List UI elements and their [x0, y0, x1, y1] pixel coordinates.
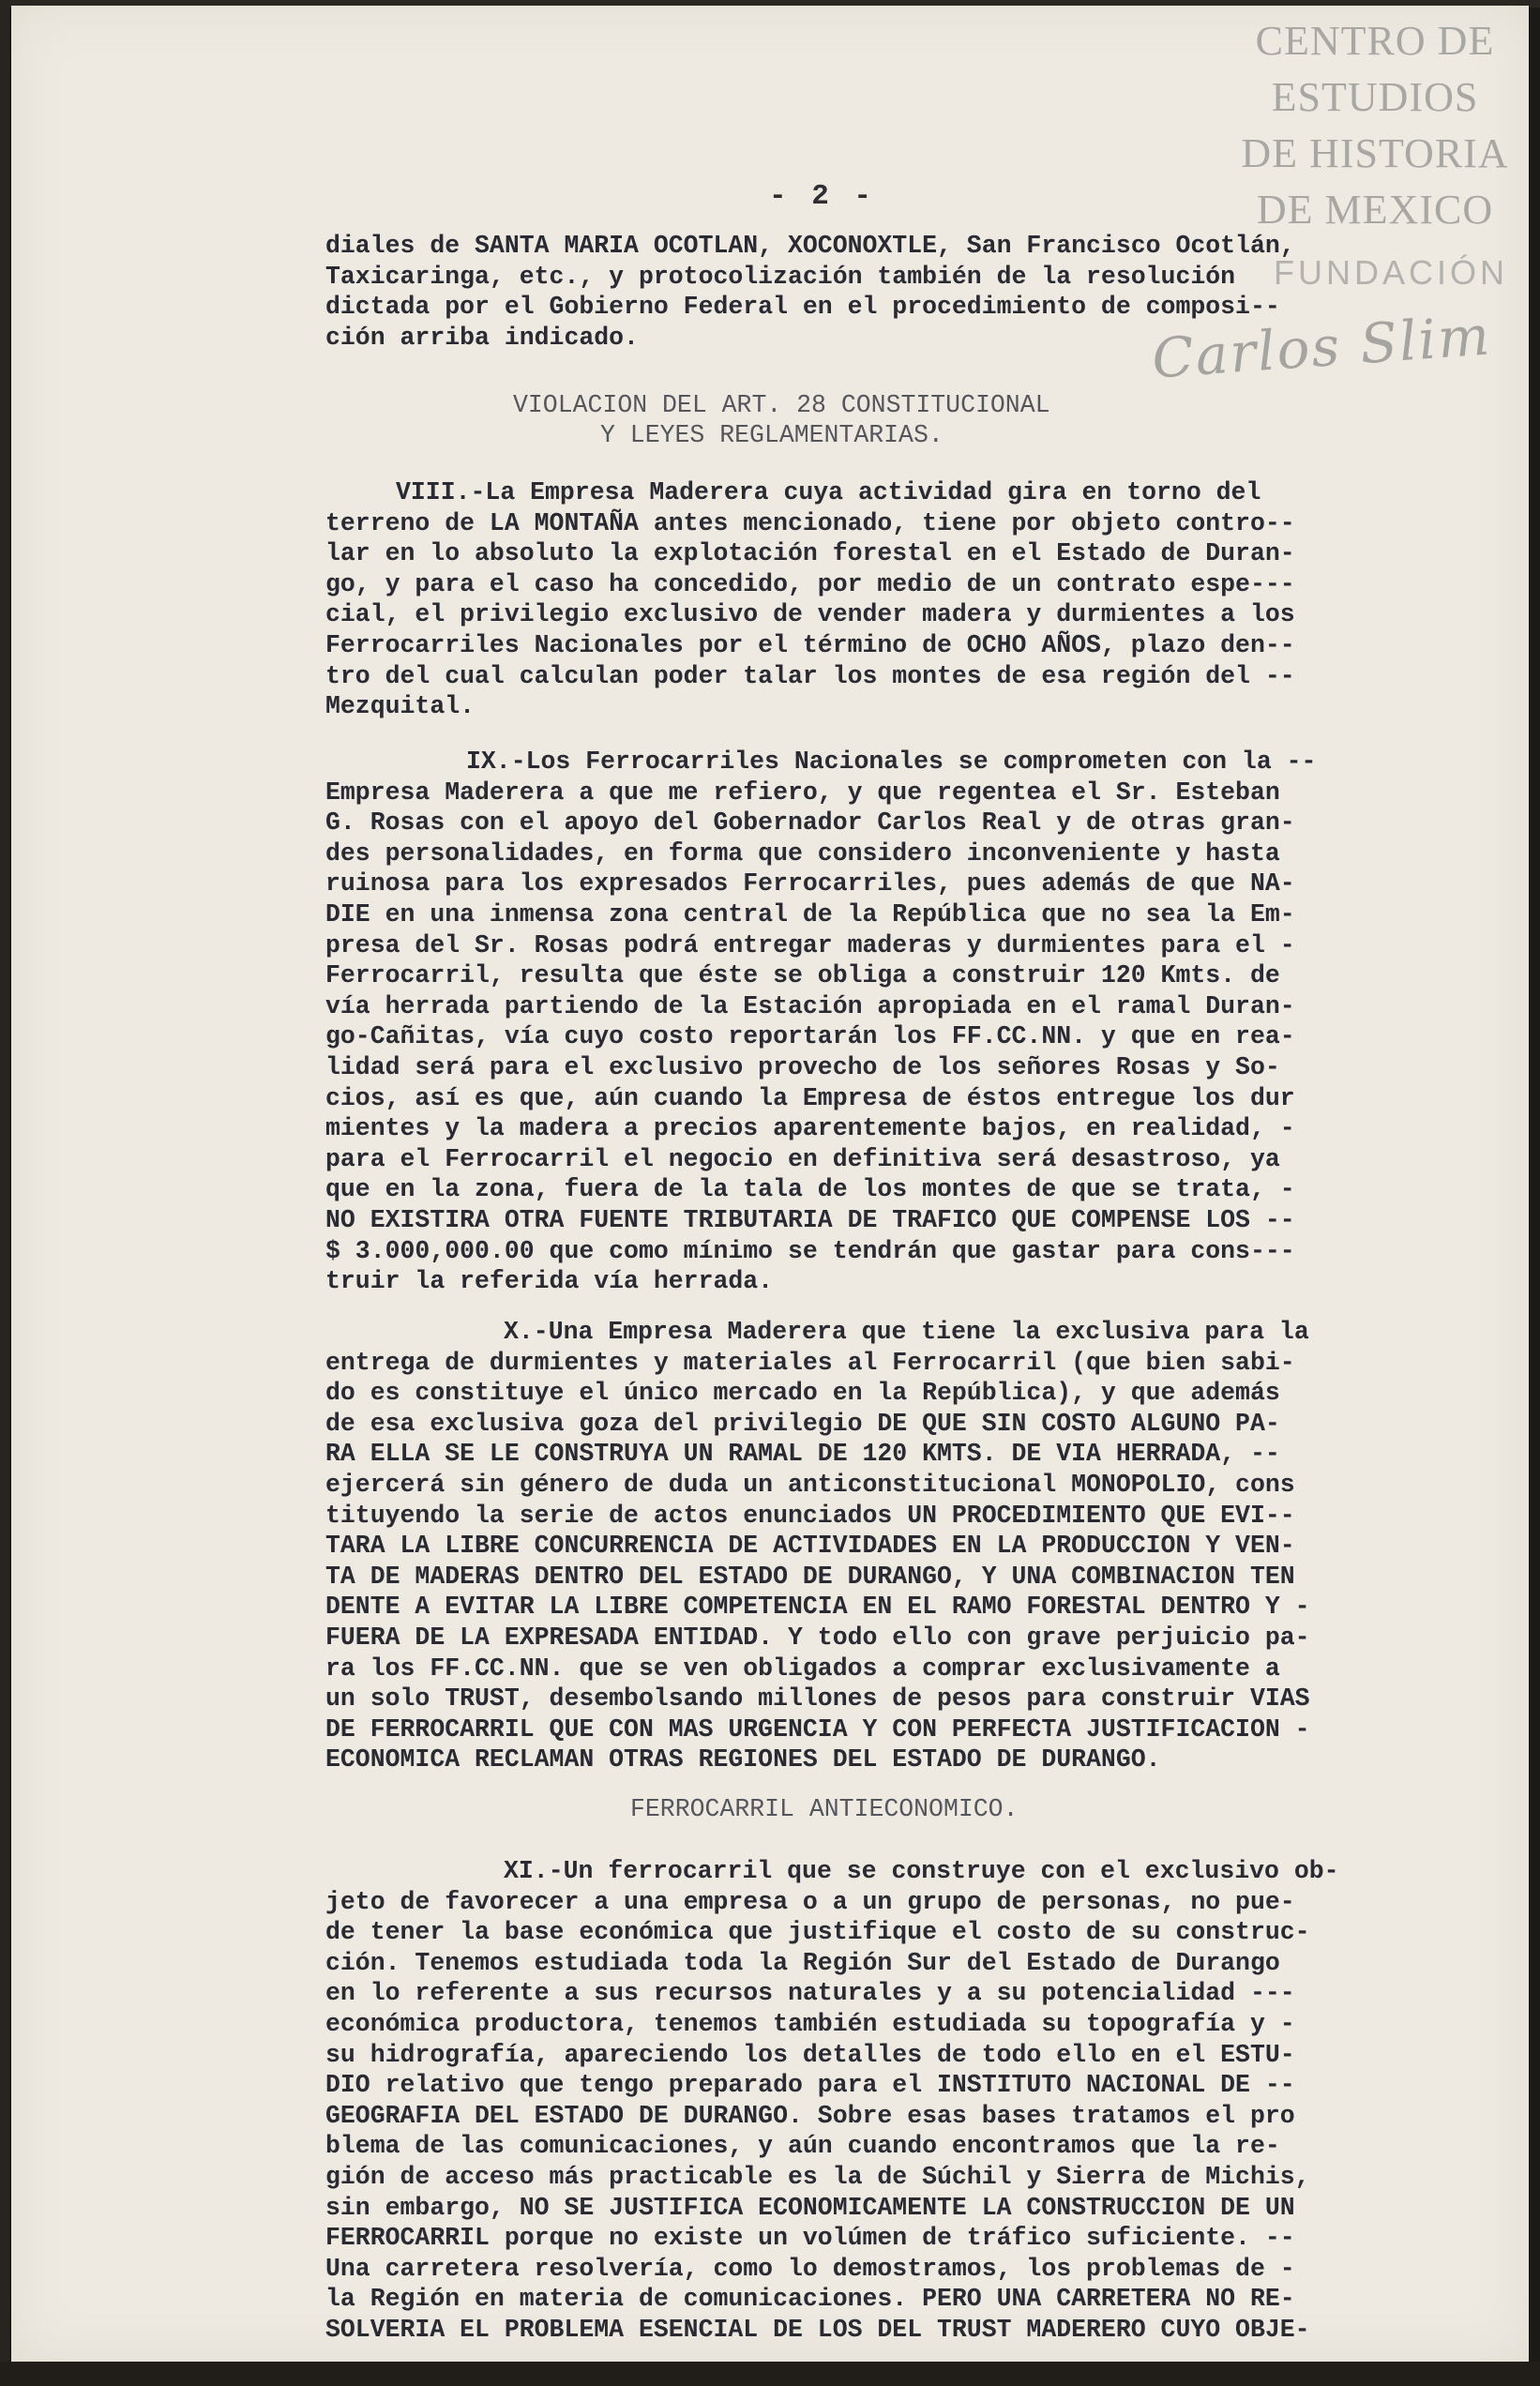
- text-line: vía herrada partiendo de la Estación apropiada en el ramal Duran-: [325, 991, 1295, 1020]
- text-line: Una carretera resolvería, como lo demostramos, los problemas de -: [325, 2254, 1295, 2283]
- scan-border-bottom: [0, 2362, 1540, 2386]
- text-line: des personalidades, en forma que considero inconveniente y hasta: [325, 838, 1280, 868]
- text-line: lar en lo absoluto la explotación forestal en el Estado de Duran-: [325, 539, 1295, 568]
- text-line: ECONOMICA RECLAMAN OTRAS REGIONES DEL ESTADO DE DURANGO.: [325, 1745, 1161, 1774]
- text-line: dictada por el Gobierno Federal en el procedimiento de composi--: [325, 293, 1280, 322]
- text-line: gión de acceso más practicable es la de Súchil y Sierra de Michis,: [325, 2162, 1310, 2191]
- text-line: Taxicaringa, etc., y protocolización también de la resolución: [325, 262, 1236, 291]
- text-line: blema de las comunicaciones, y aún cuando encontramos que la re-: [325, 2132, 1280, 2161]
- text-line: ción arriba indicado.: [325, 323, 639, 352]
- text-line: DIE en una inmensa zona central de la República que no sea la Em-: [325, 899, 1295, 929]
- intro-paragraph: [325, 231, 1493, 353]
- text-line: VIII.-La Empresa Maderera cuya actividad gira en torno del: [396, 478, 1261, 506]
- text-line: jeto de favorecer a una empresa o a un grupo de personas, no pue-: [325, 1887, 1295, 1916]
- text-line: DIO relativo que tengo preparado para el INSTITUTO NACIONAL DE --: [325, 2071, 1295, 2100]
- document-page: [11, 6, 1529, 2362]
- text-line: TA DE MADERAS DENTRO DEL ESTADO DE DURANGO, Y UNA COMBINACION TEN: [325, 1562, 1295, 1591]
- text-line: sin embargo, NO SE JUSTIFICA ECONOMICAMENTE LA CONSTRUCCION DE UN: [325, 2193, 1295, 2222]
- page-number: - 2 -: [769, 180, 876, 213]
- text-line: mientes y la madera a precios aparentemente bajos, en realidad, -: [325, 1114, 1295, 1143]
- text-line: terreno de LA MONTAÑA antes mencionado, tiene por objeto contro--: [325, 508, 1295, 537]
- text-line: Ferrocarril, resulta que éste se obliga a construir 120 Kmts. de: [325, 961, 1280, 990]
- text-line: $ 3.000,000.00 que como mínimo se tendrán que gastar para cons---: [325, 1236, 1295, 1265]
- text-line: tituyendo la serie de actos enunciados UN PROCEDIMIENTO QUE EVI--: [325, 1501, 1295, 1530]
- stamp-signature: Carlos Slim: [1149, 303, 1493, 391]
- text-line: NO EXISTIRA OTRA FUENTE TRIBUTARIA DE TRAFICO QUE COMPENSE LOS --: [325, 1205, 1295, 1234]
- text-line: tro del cual calculan poder talar los montes de esa región del --: [325, 661, 1295, 690]
- stamp-foundation: FUNDACIÓN: [1274, 253, 1508, 292]
- text-line: truir la referida vía herrada.: [325, 1267, 774, 1296]
- text-line: XI.-Un ferrocarril que se construye con el exclusivo ob-: [504, 1857, 1339, 1885]
- stamp-line: CENTRO DE: [1255, 18, 1495, 64]
- text-line: DE FERROCARRIL QUE CON MAS URGENCIA Y CON PERFECTA JUSTIFICACION -: [325, 1714, 1310, 1744]
- text-line: do es constituye el único mercado en la República), y que además: [325, 1379, 1280, 1408]
- text-line: IX.-Los Ferrocarriles Nacionales se comprometen con la --: [466, 748, 1317, 776]
- archive-stamp: [1234, 13, 1516, 238]
- text-line: Mezquital.: [325, 692, 476, 721]
- text-line: ejercerá sin género de duda un anticonstitucional MONOPOLIO, cons: [325, 1470, 1295, 1499]
- stamp-line: DE HISTORIA: [1241, 130, 1509, 176]
- text-line: económica productora, tenemos también estudiada su topografía y -: [325, 2009, 1295, 2038]
- scan-border-left: [0, 0, 9, 2386]
- text-line: X.-Una Empresa Maderera que tiene la exclusiva para la: [504, 1318, 1309, 1346]
- text-line: presa del Sr. Rosas podrá entregar maderas y durmientes para el -: [325, 930, 1295, 959]
- text-line: ra los FF.CC.NN. que se ven obligados a comprar exclusivamente a: [325, 1654, 1280, 1683]
- text-line: RA ELLA SE LE CONSTRUYA UN RAMAL DE 120 KMTS. DE VIA HERRADA, --: [325, 1440, 1280, 1469]
- text-line: de tener la base económica que justifique el costo de su construc-: [325, 1918, 1310, 1947]
- text-line: la Región en materia de comunicaciones. PERO UNA CARRETERA NO RE-: [325, 2285, 1295, 2314]
- paragraph-xi: [325, 1856, 1493, 2346]
- paragraph-ix: [325, 747, 1493, 1297]
- text-line: para el Ferrocarril el negocio en definitiva será desastroso, ya: [325, 1144, 1280, 1173]
- text-line: su hidrografía, apareciendo los detalles de todo ello en el ESTU-: [325, 2040, 1295, 2069]
- text-line: cial, el privilegio exclusivo de vender madera y durmientes a los: [325, 600, 1295, 629]
- text-line: FERROCARRIL porque no existe un volúmen de tráfico suficiente. --: [325, 2224, 1295, 2253]
- stamp-line: ESTUDIOS: [1271, 74, 1479, 120]
- text-line: cios, así es que, aún cuando la Empresa de éstos entregue los dur: [325, 1083, 1295, 1112]
- stamp-line: DE MEXICO: [1256, 187, 1494, 233]
- text-line: entrega de durmientes y materiales al Ferrocarril (que bien sabi-: [325, 1348, 1295, 1377]
- text-line: G. Rosas con el apoyo del Gobernador Carlos Real y de otras gran-: [325, 808, 1295, 838]
- text-line: SOLVERIA EL PROBLEMA ESENCIAL DE LOS DEL TRUST MADERERO CUYO OBJE-: [325, 2315, 1310, 2344]
- text-line: de esa exclusiva goza del privilegio DE QUE SIN COSTO ALGUNO PA-: [325, 1409, 1280, 1438]
- text-line: un solo TRUST, desembolsando millones de pesos para construir VIAS: [325, 1684, 1310, 1714]
- text-line: que en la zona, fuera de la tala de los montes de que se trata, -: [325, 1175, 1295, 1204]
- paragraph-x: [325, 1317, 1493, 1775]
- text-line: GEOGRAFIA DEL ESTADO DE DURANGO. Sobre esas bases tratamos el pro: [325, 2101, 1295, 2130]
- text-line: TARA LA LIBRE CONCURRENCIA DE ACTIVIDADES EN LA PRODUCCION Y VEN-: [325, 1532, 1295, 1561]
- text-line: go-Cañitas, vía cuyo costo reportarán los FF.CC.NN. y que en rea-: [325, 1022, 1295, 1051]
- paragraph-viii: [325, 477, 1493, 722]
- text-line: ción. Tenemos estudiada toda la Región Sur del Estado de Durango: [325, 1948, 1280, 1977]
- heading-violation-line2: Y LEYES REGLAMENTARIAS.: [600, 421, 944, 449]
- text-line: lidad será para el exclusivo provecho de los señores Rosas y So-: [325, 1052, 1280, 1081]
- text-line: DENTE A EVITAR LA LIBRE COMPETENCIA EN EL RAMO FORESTAL DENTRO Y -: [325, 1593, 1310, 1622]
- text-line: go, y para el caso ha concedido, por medio de un contrato espe---: [325, 569, 1295, 598]
- heading-violation-line1: VIOLACION DEL ART. 28 CONSTITUCIONAL: [513, 391, 1050, 419]
- text-line: diales de SANTA MARIA OCOTLAN, XOCONOXTLE, San Francisco Ocotlán,: [325, 232, 1295, 260]
- text-line: en lo referente a sus recursos naturales y a su potencialidad ---: [325, 1979, 1295, 2008]
- text-line: ruinosa para los expresados Ferrocarriles, pues además de que NA-: [325, 869, 1295, 899]
- text-line: Empresa Maderera a que me refiero, y que regentea el Sr. Esteban: [325, 778, 1280, 807]
- heading-railway: FERROCARRIL ANTIECONOMICO.: [630, 1795, 1019, 1823]
- text-line: Ferrocarriles Nacionales por el término de OCHO AÑOS, plazo den--: [325, 630, 1295, 659]
- text-line: FUERA DE LA EXPRESADA ENTIDAD. Y todo ello con grave perjuicio pa-: [325, 1623, 1310, 1652]
